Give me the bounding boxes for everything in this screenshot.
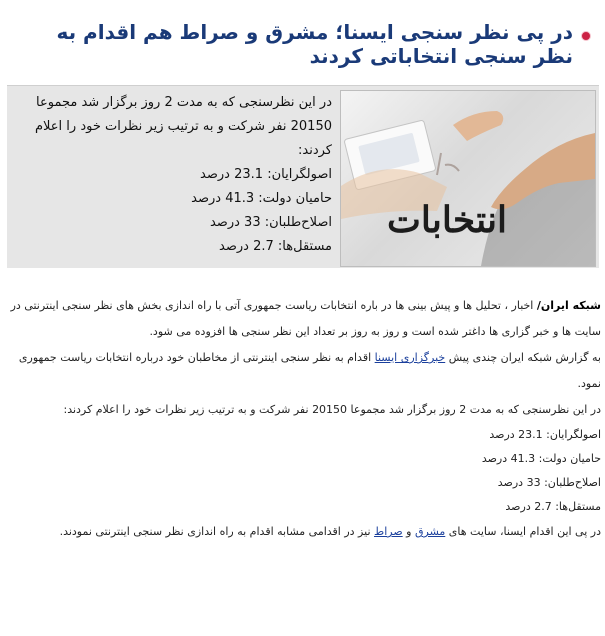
isna-link[interactable]: خبرگزاری ایسنا <box>374 351 446 364</box>
source-label: شبکه ایران/ <box>536 299 601 312</box>
paragraph-followup: در پی این اقدام ایسنا، سایت های مشرق و صراط نیز در اقدامی مشابه اقدام به راه اندازی نظر سنجی اینترنتی نمودند. <box>59 525 601 538</box>
paragraph-survey: در این نظرسنجی که به مدت 2 روز برگزار شد مجموعا 20150 نفر شرکت و به ترتیب زیر نظرات خود را اعلام کردند: <box>63 403 601 416</box>
lead-summary <box>7 91 332 259</box>
lead-result-line: اصولگرایان: 23.1 درصد <box>200 167 332 182</box>
result-line: حامیان دولت: 41.3 درصد <box>481 452 601 465</box>
article-photo <box>340 90 596 267</box>
bullet-icon <box>581 31 591 41</box>
serat-link[interactable]: صراط <box>374 525 403 538</box>
article-title: در پی نظر سنجی ایسنا؛ مشرق و صراط هم اقدام به نظر سنجی انتخاباتی کردند <box>56 20 573 68</box>
photo-caption: انتخابات <box>387 199 507 241</box>
paragraph-isna: به گزارش شبکه ایران چندی پیش خبرگزاری ایسنا اقدام به نظر سنجی اینترنتی از مخاطبان خود درباره انتخابات ریاست جمهوری نمود. <box>18 351 601 390</box>
lead-intro: در این نظرسنجی که به مدت 2 روز برگزار شد مجموعا 20150 نفر شرکت و به ترتیب زیر نظرات خود را اعلام کردند: <box>34 95 332 158</box>
lead-result-line: حامیان دولت: 41.3 درصد <box>191 191 332 206</box>
result-line: اصلاح‌طلبان: 33 درصد <box>497 476 601 489</box>
lead-result-line: اصلاح‌طلبان: 33 درصد <box>209 215 332 230</box>
result-line: مستقل‌ها: 2.7 درصد <box>505 500 601 513</box>
result-line: اصولگرایان: 23.1 درصد <box>489 428 601 441</box>
lead-result-line: مستقل‌ها: 2.7 درصد <box>219 239 332 254</box>
lead-box <box>7 85 599 268</box>
paragraph-intro: شبکه ایران/ اخبار ، تحلیل ها و پیش بینی ها در باره انتخابات ریاست جمهوری آتی با راه اندازی بخش های نظر سنجی اینترنتی در سایت ها و خبر گزاری ها داغتر شده است و روز به روز بر تعداد این نظر سنجی ها افزوده می شود. <box>10 299 601 338</box>
article-body <box>4 293 601 545</box>
article-header <box>0 0 605 68</box>
mashregh-link[interactable]: مشرق <box>414 525 446 538</box>
